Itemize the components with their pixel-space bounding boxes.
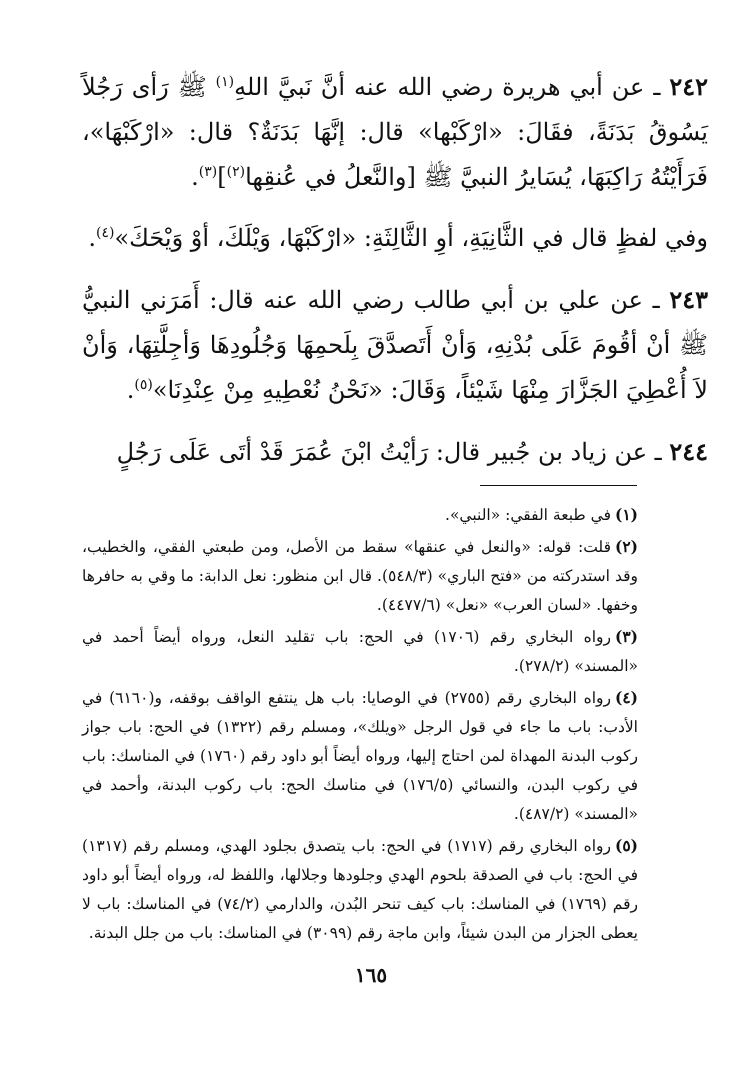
footnote-marker: (٣) — [198, 164, 218, 180]
hadith-text: ـ عن زياد بن جُبير قال: رَأيْتُ ابْنَ عُمَرَ قَدْ أتَى عَلَى رَجُلٍ — [116, 438, 670, 466]
hadith-text: ـ عن علي بن أبي طالب رضي الله عنه قال: أَمَرَني النبيُّ ﷺ أنْ أقُومَ عَلَى بُدْنِهِ، وَأنْ أَتَصدَّقَ بِلَحمِهَا وَجُلُودِهَا وَأجِلَّتِهَا، وَأنْ لاَ أُعْطِيَ الجَزَّارَ مِنْهَا شَيْئاً، وَقَالَ: «نَحْنُ نُعْطِيهِ مِنْ عِنْدِنَا» — [82, 286, 708, 404]
hadith-243 — [82, 277, 708, 413]
footnote-number: (٥) — [614, 836, 638, 855]
footnote-text: قلت: قوله: «والنعل في عنقها» سقط من الأصل، ومن طبعتي الفقي، والخطيب، وقد استدركته من «فتح الباري» (٥٤٨/٣). قال ابن منظور: نعل الدابة: ما وقي به حافرها وخفها. «لسان العرب» «نعل» (٤٤٧٧/٦). — [82, 538, 638, 614]
hadith-text: ﷺ رَأى رَجُلاً يَسُوقُ بَدَنَةً، فقَالَ: «ارْكَبْها» قال: إنَّهَا بَدَنَةٌ؟ قال: «ارْكَبْهَا»، فَرَأَيْتُهُ رَاكِبَهَا، يُسَايرُ النبيَّ ﷺ [والنَّعلُ في عُنقِها — [82, 73, 708, 191]
footnote-number: (٤) — [615, 688, 639, 707]
hadith-text: . — [126, 376, 135, 404]
footnote-number: (٢) — [614, 537, 638, 556]
footnote-3 — [82, 622, 638, 681]
footnote-marker: (١) — [215, 74, 235, 90]
hadith-text: وفي لفظٍ قال في الثَّانِيَةِ، أوِ الثَّالِثَةِ: «ارْكَبْهَا، وَيْلَكَ، أوْ وَيْحَكَ» — [114, 224, 708, 252]
footnote-number: (١) — [614, 505, 638, 524]
hadith-number: ٢٤٣ — [669, 285, 708, 314]
hadith-number: ٢٤٢ — [669, 72, 708, 101]
footnotes — [82, 500, 638, 950]
footnote-divider — [480, 485, 637, 486]
hadith-number: ٢٤٤ — [669, 437, 708, 466]
footnote-text: في طبعة الفقي: «النبي». — [445, 506, 611, 524]
main-text — [82, 64, 708, 475]
page-number: ١٦٥ — [354, 963, 388, 987]
footnote-text: رواه البخاري رقم (١٧٠٦) في الحج: باب تقليد النعل، ورواه أيضاً أحمد في «المسند» (٢٧٨/٢). — [82, 628, 638, 675]
hadith-text: . — [88, 224, 97, 252]
footnote-4 — [82, 683, 638, 829]
footnote-1 — [82, 500, 638, 530]
hadith-244 — [82, 429, 708, 475]
footnote-marker: (٢) — [226, 164, 246, 180]
footnote-marker: (٤) — [96, 225, 115, 241]
hadith-text: ـ عن أبي هريرة رضي الله عنه أنَّ نَبيَّ اللهِ — [234, 73, 670, 101]
hadith-242 — [82, 64, 708, 200]
footnote-text: رواه البخاري رقم (١٧١٧) في الحج: باب يتصدق بجلود الهدي، ومسلم رقم (١٣١٧) في الحج: باب في الصدقة بلحوم الهدي وجلودها وجلالها، واللفظ له، ورواه أيضاً أبو داود رقم (١٧٦٩) في المناسك: باب كيف تنحر البُدن، والدارمي (٧٤/٢) في المناسك: باب لا يعطى الجزار من البدن شيئاً، وابن ماجة رقم (٣٠٩٩) في المناسك: باب من جلل البدنة. — [82, 837, 638, 942]
hadith-text: ] — [217, 163, 227, 191]
footnote-number: (٣) — [614, 627, 638, 646]
hadith-242-variant — [82, 216, 708, 261]
footnote-marker: (٥) — [134, 377, 153, 393]
footnote-2 — [82, 532, 638, 620]
hadith-text: . — [191, 163, 199, 191]
footnote-5 — [82, 831, 638, 948]
footnote-text: رواه البخاري رقم (٢٧٥٥) في الوصايا: باب هل ينتفع الواقف بوقفه، و(٦١٦٠) في الأدب: باب ما جاء في قول الرجل «ويلك»، ومسلم رقم (١٣٢٢) في الحج: باب جواز ركوب البدنة المهداة لمن احتاج إليها، ورواه أيضاً أبو داود رقم (١٧٦٠) في المناسك: باب في ركوب البدن، والنسائي (١٧٦/٥) في مناسك الحج: باب ركوب البدنة، وأحمد في «المسند» (٤٨٧/٢). — [82, 689, 639, 823]
